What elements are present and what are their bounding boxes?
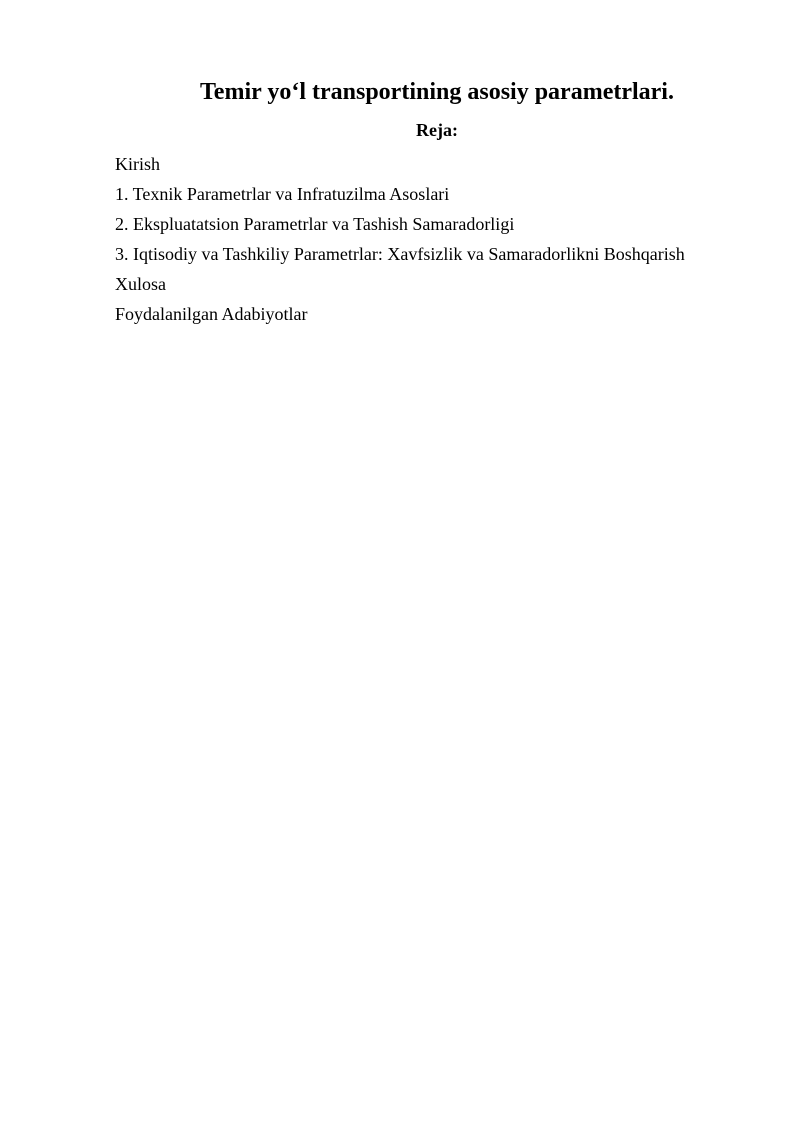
plan-item-section-1: 1. Texnik Parametrlar va Infratuzilma Asoslari <box>115 184 450 204</box>
plan-list <box>115 149 755 329</box>
plan-item-references: Foydalanilgan Adabiyotlar <box>115 304 308 324</box>
plan-item-conclusion: Xulosa <box>115 274 166 294</box>
document-title: Temir yo‘l transportining asosiy parametrlari. <box>200 79 674 105</box>
plan-item-introduction: Kirish <box>115 154 160 174</box>
plan-item-section-3: 3. Iqtisodiy va Tashkiliy Parametrlar: Xavfsizlik va Samaradorlikni Boshqarish <box>115 244 685 264</box>
plan-heading: Reja: <box>416 120 458 140</box>
plan-item-section-2: 2. Ekspluatatsion Parametrlar va Tashish Samaradorligi <box>115 214 515 234</box>
